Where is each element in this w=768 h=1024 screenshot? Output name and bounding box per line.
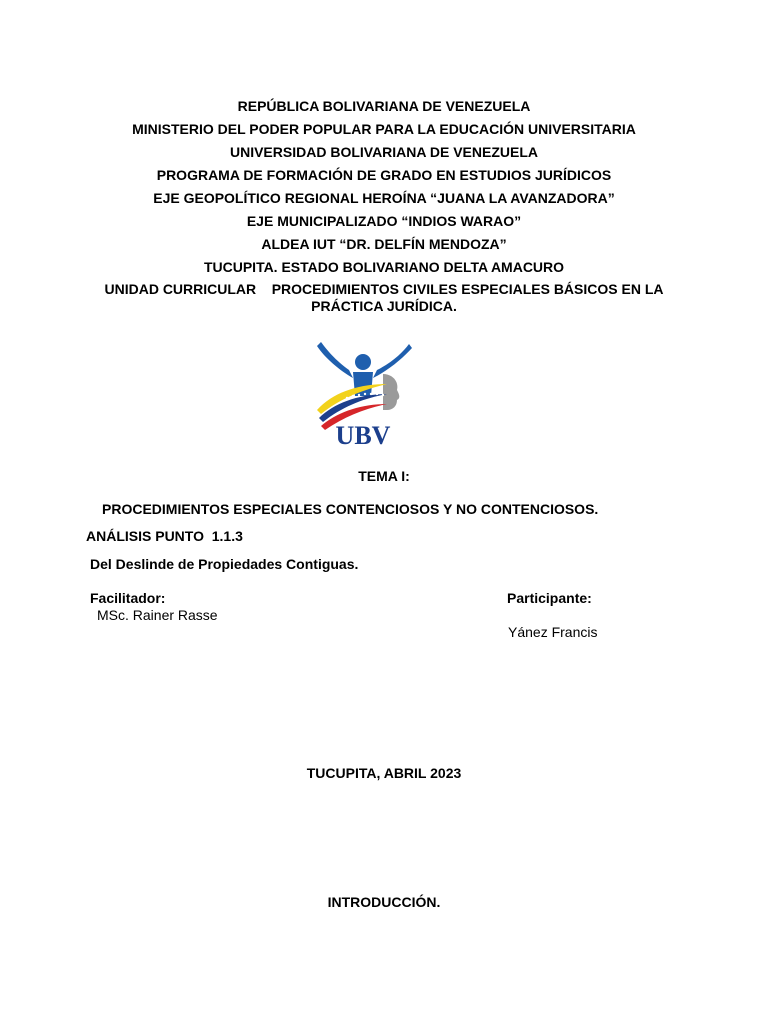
curricular-unit: UNIDAD CURRICULAR PROCEDIMIENTOS CIVILES ESPECIALES BÁSICOS EN LA PRÁCTICA JURÍDICA. (104, 281, 668, 314)
header-line-municipal-axis: EJE MUNICIPALIZADO “INDIOS WARAO” (246, 213, 522, 229)
section-heading: Del Deslinde de Propiedades Contiguas. (90, 556, 359, 572)
header-line-geopolitical-axis: EJE GEOPOLÍTICO REGIONAL HEROÍNA “JUANA LA AVANZADORA” (153, 190, 615, 206)
header-line-republic: REPÚBLICA BOLIVARIANA DE VENEZUELA (237, 98, 531, 114)
participant-name: Yánez Francis (508, 624, 598, 640)
header-line-aldea: ALDEA IUT “DR. DELFÍN MENDOZA” (261, 236, 507, 252)
header-line-university: UNIVERSIDAD BOLIVARIANA DE VENEZUELA (229, 144, 539, 160)
participant-label: Participante: (507, 590, 592, 606)
facilitator-name: MSc. Rainer Rasse (97, 607, 218, 623)
topic-title: TEMA I: (358, 468, 410, 484)
topic-subtitle: PROCEDIMIENTOS ESPECIALES CONTENCIOSOS Y NO CONTENCIOSOS. (102, 501, 599, 517)
facilitator-label: Facilitador: (90, 590, 166, 606)
analysis-point: ANÁLISIS PUNTO 1.1.3 (86, 528, 243, 544)
institution-header (60, 95, 708, 315)
ubv-logo (313, 340, 413, 446)
ubv-logo-icon (313, 340, 413, 446)
header-line-ministry: MINISTERIO DEL PODER POPULAR PARA LA EDUCACIÓN UNIVERSITARIA (132, 121, 636, 137)
header-line-program: PROGRAMA DE FORMACIÓN DE GRADO EN ESTUDIOS JURÍDICOS (156, 167, 612, 183)
svg-text:UBV: UBV (335, 421, 391, 446)
introduction-heading: INTRODUCCIÓN. (327, 894, 441, 910)
header-line-location: TUCUPITA. ESTADO BOLIVARIANO DELTA AMACURO (203, 259, 565, 275)
place-date: TUCUPITA, ABRIL 2023 (306, 765, 462, 781)
